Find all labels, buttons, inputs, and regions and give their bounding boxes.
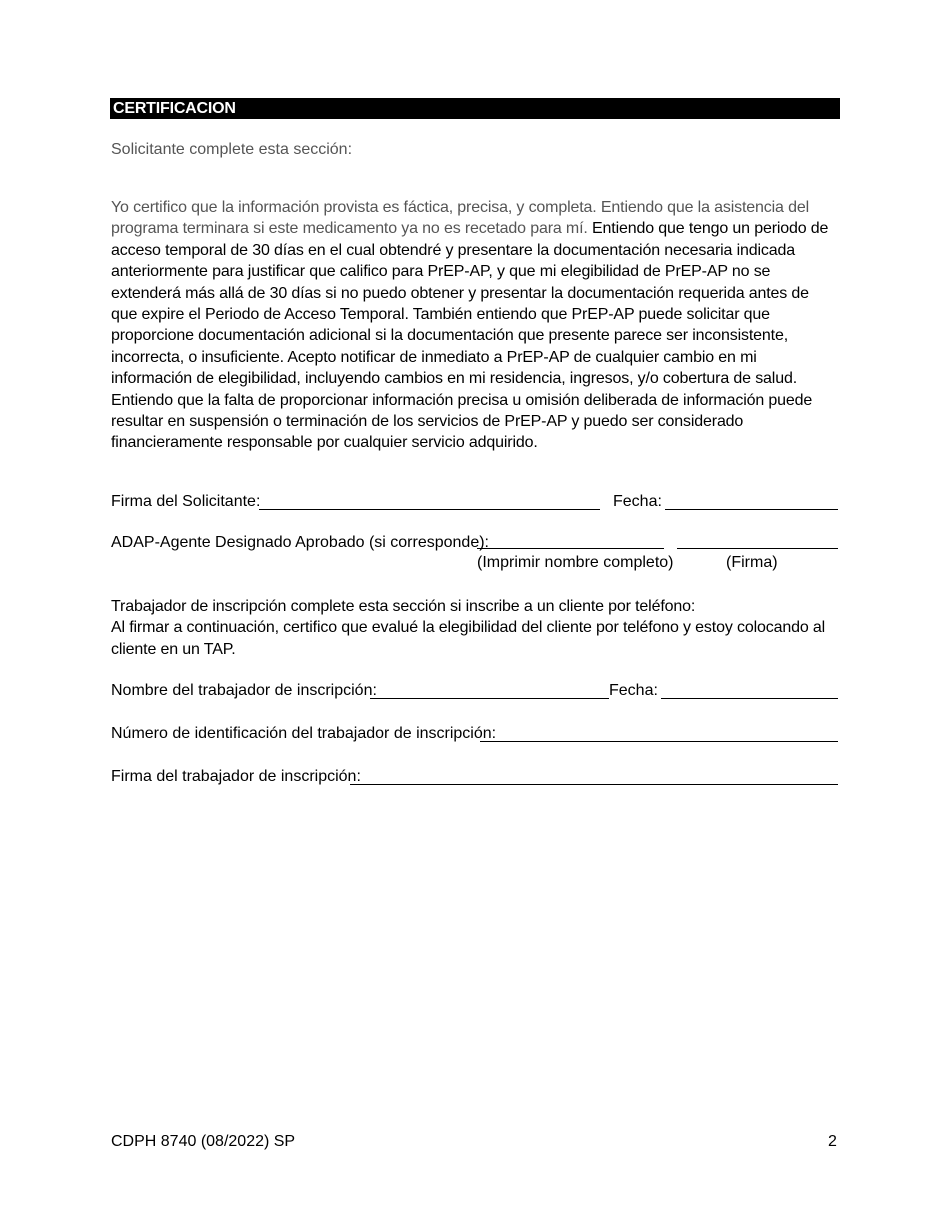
worker-instruction-line1: Trabajador de inscripción complete esta sección si inscribe a un cliente por teléfono: [111,598,696,615]
footer-page-number: 2 [828,1133,837,1150]
print-name-caption: (Imprimir nombre completo) [477,554,674,571]
applicant-date-field[interactable] [665,509,838,510]
certification-text-part2: Entiendo que tengo un periodo de acceso temporal de 30 días en el cual obtendré y presentare la documentación necesaria indicada anteriormente para justificar que califico para PrEP-AP, y que mi elegibilidad de PrEP-AP no se extenderá más allá de 30 días si no puedo obtener y presentar la documentación requerida antes de que expire el Periodo de Acceso Temporal. También entiendo que PrEP-AP puede solicitar que proporcione documentación adicional si la documentación que presente parece ser inconsistente, incorrecta, o insuficiente. Acepto notificar de inmediato a PrEP-AP de cualquier cambio en mi información de elegibilidad, incluyendo cambios en mi residencia, ingresos, y/o cobertura de salud. Entiendo que la falta de proporcionar información precisa u omisión deliberada de información puede resultar en suspensión o terminación de los servicios de PrEP-AP y puedo ser considerado financieramente responsable por cualquier servicio adquirido. [111,220,829,452]
worker-name-field[interactable] [370,698,609,699]
worker-signature-label: Firma del trabajador de inscripción: [111,768,361,785]
signature-caption: (Firma) [726,554,778,571]
adap-print-name-field[interactable] [477,548,664,549]
applicant-date-label: Fecha: [613,493,662,510]
section-header-certificacion: CERTIFICACION [110,98,840,119]
worker-signature-field[interactable] [350,784,838,785]
intro-text: Solicitante complete esta sección: [111,141,353,158]
certification-paragraph [111,197,835,454]
applicant-signature-label: Firma del Solicitante: [111,493,261,510]
adap-label: ADAP-Agente Designado Aprobado (si corresponde): [111,534,489,551]
worker-section-text [111,596,835,660]
worker-name-label: Nombre del trabajador de inscripción: [111,682,377,699]
certification-text-part1: Yo certifico que la información provista es fáctica, precisa, y completa. Entiendo que la asistencia del programa terminara si este medicamento ya no es recetado para mí. [111,199,809,238]
worker-id-field[interactable] [480,741,838,742]
worker-id-label: Número de identificación del trabajador de inscripción: [111,725,497,742]
worker-instruction-line2: Al firmar a continuación, certifico que evalué la elegibilidad del cliente por teléfono y estoy colocando al cliente en un TAP. [111,619,826,658]
worker-date-label: Fecha: [609,682,658,699]
adap-signature-field[interactable] [677,548,838,549]
worker-date-field[interactable] [661,698,838,699]
footer-form-id: CDPH 8740 (08/2022) SP [111,1133,296,1150]
applicant-signature-field[interactable] [259,509,600,510]
